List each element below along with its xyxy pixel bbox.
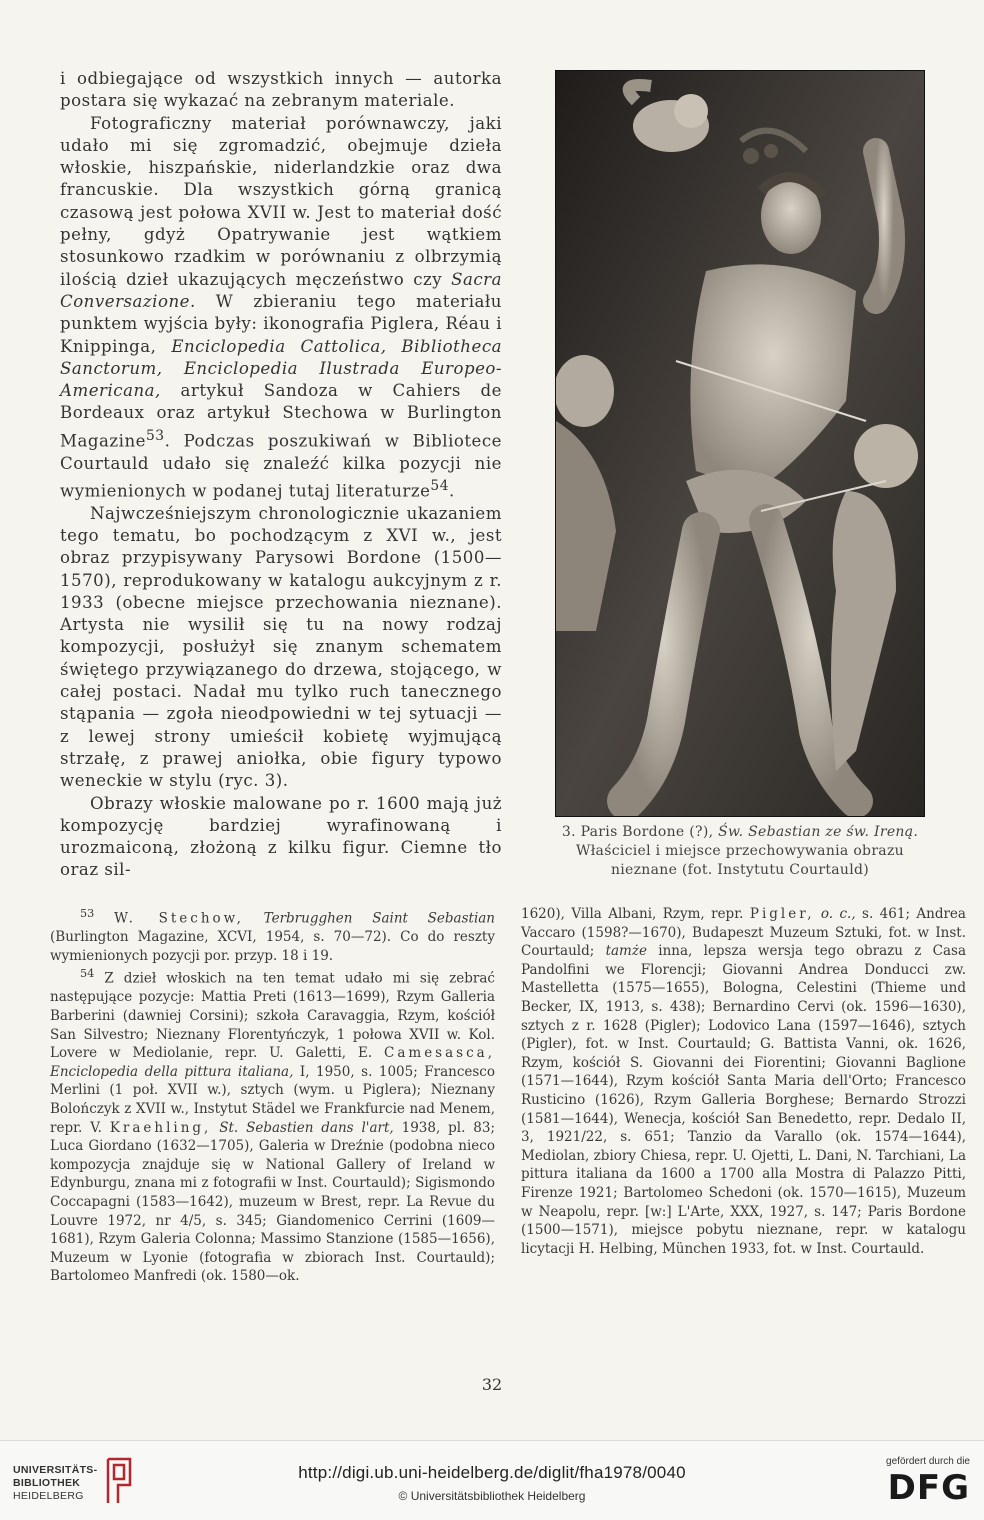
- page-number: 32: [481, 1375, 503, 1394]
- funding-label: gefördert durch die: [886, 1456, 970, 1467]
- footnote-ref-54[interactable]: 54: [430, 477, 449, 494]
- paragraph-2: Fotograficzny materiał porównawczy, jaki udało mi się zgromadzić, obejmuje dzieła włoskie, hiszpańskie, niderlandzkie oraz dwa francuskie. Dla wszystkich górną granicą czasową jest połowa XVII w. Jest to materiał dość pełny, gdyż Opatrywanie jest wątkiem stosunkowo rzadkim w porównaniu z olbrzymią ilością dzieł ukazujących męczeństwo czy Sacra Conversazione. W zbieraniu tego materiału punktem wyjścia były: ikonografia Piglera, Réau i Knippinga, Enciclopedia Cattolica, Bibliotheca Sanctorum, Enciclopedia Ilustrada Europeo-Americana, artykuł Sandoza w Cahiers de Bordeaux oraz artykuł Stechowa w Burlington Magazine$^{53}$. Podczas poszukiwań w Bibliotece Courtauld udało się znaleźć kilka pozycji nie wymienionych w podanej tutaj literaturze$^{54}$.: [60, 113, 503, 501]
- footnote-54: $^{54}$ Z dzieł włoskich na ten temat udało mi się zebrać następujące pozycje: Mattia Preti (1613—1699), Rzym Galleria Barberini (dawniej Corsini); szkoła Caravaggia, Rzym, kościół San Silvestro; Nieznany Florentyńczyk, 1 połowa XVII w. Kol. Lovere w Mediolanie, repr. U. Galetti, E. Camesasca, Enciclopedia della pittura italiana, I, 1950, s. 1005; Francesco Merlini (1 poł. XVII w.), sztych (wym. u Piglera); Nieznany Bolończyk z XVII w., Instytut Städel we Frankfurcie nad Menem, repr. V. Kraehling, St. Sebastien dans l'art, 1938, pl. 83; Luca Giordano (1632—1705), Galeria w Dreźnie (podobna nieco kompozycja znajduje się w National Gallery of Ireland w Edynburgu, znana mi z fotografii w Inst. Courtauld); Sigismondo Coccapagni (1583—1642), muzeum w Brest, repr. La Revue du Louvre 1972, nr 4/5, s. 345; Giandomenico Cerrini (1609—1681), Rzym Galeria Colonna; Massimo Stanzione (1585—1656), Muzeum w Lyonie (fotografia w zbiorach Inst. Courtauld); Bartolomeo Manfredi (ok. 1580—ok.: [50, 967, 496, 1285]
- footnote-53: $^{53}$ W. Stechow, Terbrugghen Saint Sebastian (Burlington Magazine, XCVI, 1954, s. 70—72). Co do reszty wymienionych pozycji por. przyp. 18 i 19.: [50, 907, 496, 964]
- copyright-notice: © Universitätsbibliothek Heidelberg: [398, 1489, 586, 1503]
- figure-caption: 3. Paris Bordone (?), Św. Sebastian ze św. Ireną. Właściciel i miejsce przechowywania obrazu nieznane (fot. Instytutu Courtauld): [561, 824, 919, 878]
- permalink-url[interactable]: http://digi.ub.uni-heidelberg.de/diglit/fha1978/0040: [298, 1463, 686, 1482]
- paragraph-3: Najwcześniejszym chronologicznie ukazaniem tego tematu, bo pochodzącym z XVI w., jest obraz przypisywany Parysowi Bordone (1500—1570), reprodukowany w katalogu aukcyjnym z r. 1933 (obecne miejsce przechowania nieznane). Artysta nie wysilił się tu na nowy rodzaj kompozycji, posłużył się znanym schematem świętego przywiązanego do drzewa, stojącego, w całej postaci. Nadał mu tylko ruch tanecznego stąpania — zgoła nieodpowiedni w tej sytuacji — z lewej strony umieścił kobietę wyjmującą strzałę, z prawej aniołka, obie figury typowo weneckie w stylu (ryc. 3).: [60, 503, 502, 791]
- library-name[interactable]: UNIVERSITÄTS- BIBLIOTHEK HEIDELBERG: [13, 1464, 98, 1502]
- footnote-54-continued: 1620), Villa Albani, Rzym, repr. Pigler, o. c., s. 461; Andrea Vaccaro (1598?—1670), Budapeszt Muzeum Sztuki, fot. w Inst. Courtauld; tamże inna, lepsza wersja tego obrazu z Casa Pandolfini we Florencji; Giovanni Andrea Donducci zw. Mastelletta (1575—1655), Bologna, Celestini (Thieme und Becker, IX, 1913, s. 438); Bernardino Cervi (ok. 1596—1630), sztych z r. 1628 (Pigler); Lodovico Lana (1597—1646), sztych (Pigler), fot. w Inst. Courtauld; G. Battista Vanni, ok. 1626, Rzym, kościół S. Giovanni dei Fiorentini; Giovanni Baglione (1571—1644), Rzym kościół Santa Maria dell'Orto; Francesco Rusticino (1626), Rzym Galleria Borghese; Bernardo Strozzi (1581—1644), Wenecja, kościół San Benedetto, repr. Dedalo II, 3, 1921/22, s. 651; Tanzio da Varallo (ok. 1574—1644), Mediolan, zbiory Chiesa, repr. U. Ojetti, L. Dani, N. Tarchiani, La pittura italiana da 1600 a 1700 alla Mostra di Palazzo Pitti, Firenze 1921; Bartolomeo Schedoni (ok. 1570—1615), Muzeum w Neapolu, repr. [w:] L'Arte, XXX, 1927, s. 147; Paris Bordone (1500—1571), miejsce pobytu nieznane, repr. w katalogu licytacji H. Helbing, München 1933, fot. w Inst. Courtauld.: [521, 906, 966, 1257]
- footnote-ref-53[interactable]: 53: [145, 427, 165, 444]
- dfg-logo[interactable]: DFG: [887, 1468, 970, 1508]
- painting-image: [556, 71, 924, 816]
- main-text-column: [60, 68, 502, 882]
- footer-bar: [0, 1440, 984, 1520]
- footnotes-right: [521, 905, 966, 1258]
- figure-painting: [555, 70, 925, 817]
- paragraph-4: Obrazy włoskie malowane po r. 1600 mają już kompozycję bardziej wyrafinowaną i urozmaiconą, złożoną z kilku figur. Ciemne tło oraz sil-: [60, 793, 502, 880]
- paragraph-1: i odbiegające od wszystkich innych — autorka postara się wykazać na zebranym materiale.: [60, 69, 502, 111]
- footnotes-left: [50, 905, 495, 1286]
